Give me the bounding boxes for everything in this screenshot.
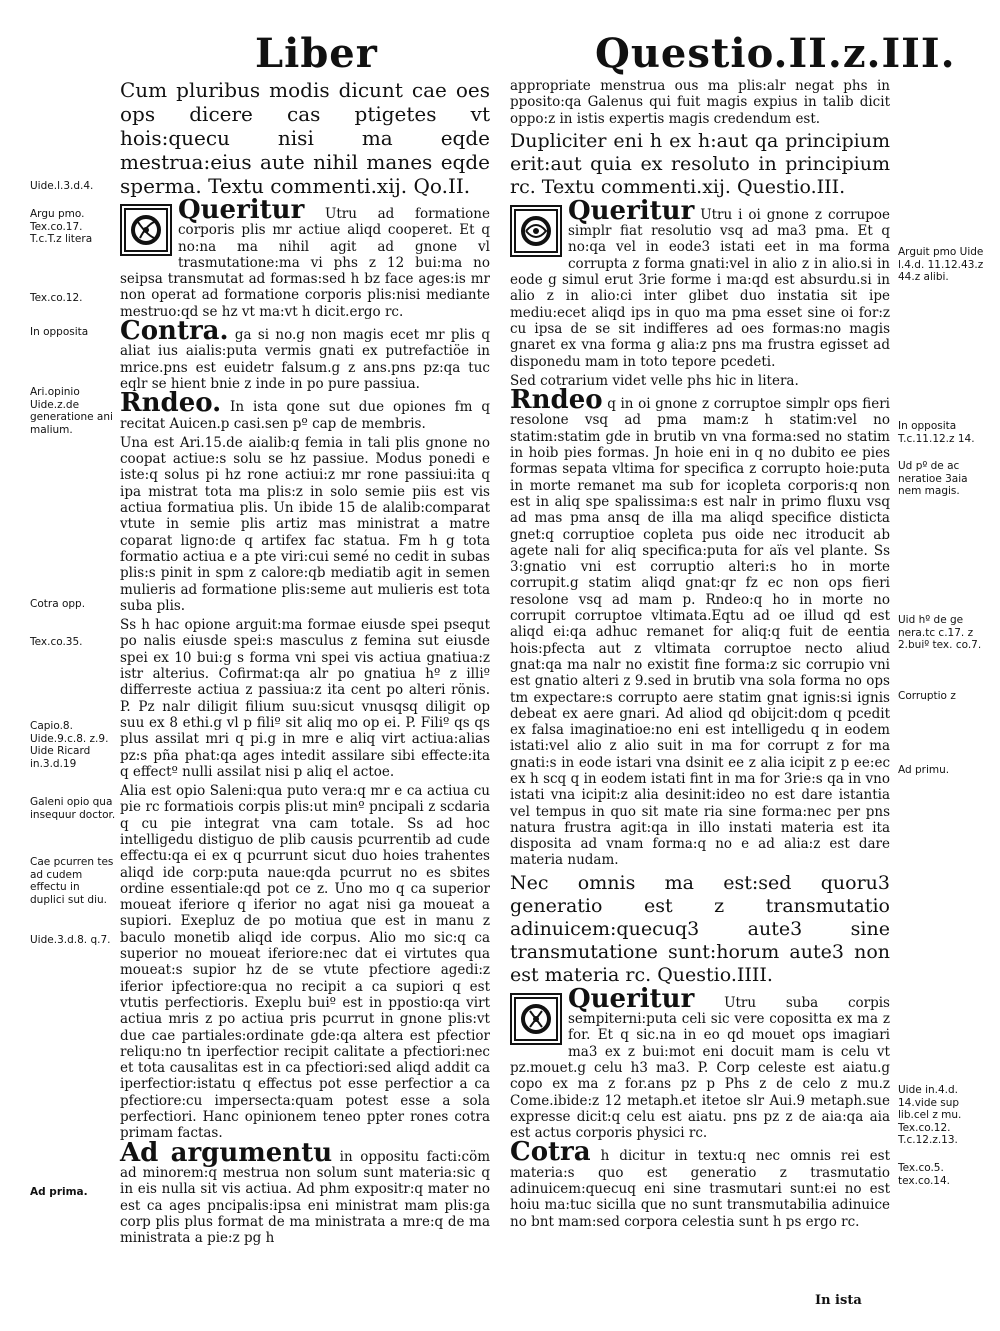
margin-note-right-5: Corruptio z <box>898 690 956 702</box>
ad-argumentum-keyword: Ad argumentu <box>120 1137 333 1168</box>
opinion-2: Alia est opio Saleni:qua puto vera:q mr e ca actiua cu pie rc formatiois corpis plis:ut minº pncipali z scdaria q cu pie integrat vna cam totale. Ss ad hoc intelligedu distiguo de plib causis pcurrentib ad cude effectu:qa ei ex q pcurrunt sicut duo hoies trahentes aliqd ide corp:puta naue:qda pcurrut no es sbites ordine essentiale:qd pot ce z. Uno mo q ca superior moueat iferiore q iferior no agat nisi ga moueat a supiori. Exepluz de po motiua que est in manu z baculo monetib aliqd ide corpus. Alio mo sic:q ca superior no moueat iferiore:nec dat ei virtutes qua moueat:s supior hz de se vtute pfectiore agedi:z iferior ipfectiore:qua no recipit a ca supiori q est vtutis perfectioris. Exeplu buiº est in ppostio:qa virt actiua mris z po actiua pris pcurrut in gnone plis:vt due cae partiales:ordinate gde:qa altera est pfectior reliqu:no tn iperfectior recipit calitate a pfectiori:nec et tota causalitas est in ca pfectiori:sed aliqd addit ca iperfectior:istatu q effectus pot esse perfectior a ca pfectiore:cu impersecta:quam potest esse a sola perfectiori. Hanc opinionem teneo ppter rones cotra primam factas. <box>120 783 490 1142</box>
respondeo-text: In ista qone sut due opiones fm q recitat Auicen.p casi.sen pº cap de membris. <box>120 399 490 432</box>
margin-note-right-4: Uid hº de ge nera.tc c.17. z 2.buiº tex. co.7. <box>898 614 982 651</box>
margin-note-left-6: Cotra opp. <box>30 598 86 610</box>
margin-note-left-5: Ari.opinio Uide.z.de generatione ani malium. <box>30 386 113 436</box>
margin-note-left-7: Tex.co.35. <box>30 636 83 648</box>
margin-note-right-1: Arguit pmo Uide l.4.d. 11.12.43.z 44.z alibi. <box>898 246 984 283</box>
contra-text-2: h dicitur in textu:q nec omnis rei est materia:s quo est generatio z trasmutatio adinuicem:quecuq eni sine trasmutari sunt:ei no est hoiu ma:tuc sicilla que no sunt transmutabilia adinuice no bnt mam:sed corpora celestia sunt h ps ergo rc. <box>510 1148 890 1230</box>
opinion-1: Una est Ari.15.de aialib:q femia in tali plis gnone no coopat actiue:s solu se hz passiue. Modus ponedi e iste:q solus pi hz rone actiui:z mr rone passiui:ita q ipa mistrat tota ma plis:z in solo semie piis est vis actiua formatiua plis. Un ibide 15 de alalib:comparat vtute in semie plis artiz mas ministrat a matre coparat ligno:de q artifex fac statua. Fm h g tota formatio actiua e a pte viri:cui semé no cedit in subas plis:s pinit in spm z calore:qb mediatib agit in semen mulieris ad formatione plis:seme aut mulieris est tota suba plis. <box>120 434 490 614</box>
margin-note-right-3: Ud pº de ac neratioe 3aia nem magis. <box>898 460 968 497</box>
question-4 <box>510 983 890 1142</box>
left-column <box>120 78 490 1249</box>
ad-argumentum-paragraph <box>120 1137 491 1247</box>
running-head-left: Liber <box>255 30 378 77</box>
catchword: In ista <box>815 1293 862 1308</box>
running-head-right: Questio.II.z.III. <box>595 30 956 77</box>
decorated-initial-q-icon-3 <box>510 993 562 1045</box>
respondeo-keyword-2: Rndeo <box>510 385 603 416</box>
margin-note-right-7: Uide in.4.d. 14.vide sup lib.cel z mu. Tex.co.12. T.c.12.z.13. <box>898 1084 962 1146</box>
dupliciter-passage: Dupliciter eni h ex h:aut qa principium erit:aut quia ex resoluto in principium rc. Textu commenti.xij. Questio.III. <box>510 129 890 198</box>
contra-paragraph <box>120 316 490 392</box>
margin-note-right-8: Tex.co.5. tex.co.14. <box>898 1162 950 1187</box>
margin-note-right-2: In opposita T.c.11.12.z 14. <box>898 420 975 445</box>
respondeo-keyword: Rndeo. <box>120 388 222 419</box>
decorated-initial-q-icon <box>120 204 172 256</box>
question-3 <box>510 195 890 370</box>
decorated-initial-q-icon-2 <box>510 205 562 257</box>
margin-note-left-1: Uide.l.3.d.4. <box>30 180 94 192</box>
margin-note-left-9: Galeni opio qua insequur doctor. <box>30 796 116 821</box>
contra-text: ga si no.g non magis ecet mr plis q aliat ius aialis:puta vermis gnati ex putrefactiöe in mrice.pns est euidetr falsum.g z ans.pns pz:qa tuc eqlr se hient bnie z inde in po pure passiua. <box>120 327 490 392</box>
margin-note-left-2: Argu pmo. Tex.co.17. T.c.T.z litera <box>30 208 93 245</box>
ad-argumentum-text: in oppositu facti:cöm ad minorem:q mestrua non solum sunt materia:sic q in eis nulla sit vis actiua. Ad phm expositr:q mater no est ca ages pncipalis:ipsa eni ministrat mam plis:ga corp plis plus format de ma ministrata a mre:q de ma ministrata a pie:z pg h <box>120 1148 491 1247</box>
nec-omnis-passage: Nec omnis ma est:sed quoru3 generatio est z transmutatio adinuicem:quecuq3 aute3 sine transmutatione sunt:horum aute3 non est materia rc. Questio.IIII. <box>510 871 890 986</box>
sed-contra: Sed cotrarium videt velle phs hic in litera. <box>510 372 799 389</box>
margin-note-left-11: Uide.3.d.8. q.7. <box>30 934 111 946</box>
margin-note-left-4: In opposita <box>30 326 89 338</box>
queritur-heading: Queritur <box>178 195 305 225</box>
respondeo-text-2: q in oi gnone z corruptoe simplr ops fieri resolone vsq ad pma mam:z h statim:vel no statim:statim gde in brutib vn vna forma:sed no statim in hoib pies formas. Jn hoie eni in q no dubito ee pies formas sepata vltima for specifica z corrupto hoie:puta in morte remanet ma sub for icopleta corporis:q non est in aliq spe spalissima:s est nalr in primo fluxu vsq ad mas pma ansq de illa ma aliqd specifice disticta gnet:q corruptioe copleta pus oide nec itroducit ab agete nali for aliq specifica:puta for aïs vel plante. Ss 3:gnatio vni est corruptio alteri:s ho in morte corrupit.g statim aliqd gnat:qr fz ec non ops fieri resolone vsq ad mam p. Rndeo:q ho in morte no corrupit corruptoe vltimata.Eqtu ad oe illud qd est aliqd ei:qa adhuc remanet for aliq:q fuit de eentia hois:pfecta aut z vltimata corruptoe necto aliud gnat:qa ma nalr no existit fine forma:z sic corrupio vni est gnatio alteri z 9.sed in brutib vna sola forma no ops tm expectare:s corrupto aere statim gnat ignis:si ignis debeat ex aere gnari. Ad aliod qd obijcit:dom q pcedit ex falsa imaginatioe:no eni est intelligedu q in eodem istati:vel alio z alio suit in ma for corrupt z for ma gnati:s in eode istari vna dsinit ee z alia icipit z p ee:ec ex h scq q in eodem istati fint in ma for 3rie:s qa in vno istati vna icipit:z alia desinit:ideo no est dare istantia vel tempus in quo sit mate ria sine forma:nec per pns natura frustra agit:qa in illo instati materia est ita disposita ad vnam forma:q no e ad alia:z est dare materia nudam. <box>510 396 890 869</box>
margin-ad-prima: Ad prima. <box>30 1186 88 1198</box>
margin-note-left-3: Tex.co.12. <box>30 292 83 304</box>
question-2 <box>120 195 490 320</box>
right-top-text: appropriate menstrua ous ma plis:alr negat phs in pposito:qa Galenus qui fuit magis expius in talib dicit oppo:z in istis expertis magis credendum est. <box>510 78 890 127</box>
margin-note-right-6: Ad primu. <box>898 764 950 776</box>
respondeo-paragraph-2 <box>510 385 890 869</box>
contra-keyword: Contra. <box>120 316 229 347</box>
contra-keyword-2: Cotra <box>510 1137 591 1168</box>
contra-paragraph-2 <box>510 1137 890 1230</box>
respondeo-paragraph <box>120 388 490 432</box>
question-2-text: Utru ad formatione corporis plis mr actiue aliqd cooperet. Et q no:na ma nihil agit ad gnone vl trasmutatione:ma vi phs z 12 bui:ma no seipsa transmutat ad formas:sed h bz face ages:is mr non operat ad formatione corporis plis:nisi mediante mestruo:qd se hz vt ma:vt h dicit.ergo rc. <box>120 206 490 320</box>
queritur-heading-3: Queritur <box>568 983 695 1014</box>
margin-note-left-10: Cae pcurren tes ad cudem effectu in duplici sut diu. <box>30 856 114 906</box>
question-4-text: Utru suba corpis sempiterni:puta celi sic vere copositta ex ma z for. Et q sic.na in eo qd mouet ops imagiari ma3 ex z bui:mot eni docuit mam is celu vt pz.mouet.g celu h3 ma3. P. Corp celeste est aiatu.g copo ex ma z for.ans pz p Phs z de celo z mu.z Come.ibide:z 12 metaph.et itetoe slr Aui.9 metaph.sue expresse dicit:q celu est aiatu. pns pz z de aia:qa aia est actus corporis physici rc. <box>510 994 890 1142</box>
opinion-1-argument: Ss h hac opione arguit:ma formae eiusde spei psequt po nalis eiusde spei:s masculus z femina sut eiusde spei ex 10 bui:g s forma vni spei vis actiua gnatiua:z istr alterius. Cofirmat:qa alr po gnatiua hº z illiº differreste actiua z passiua:z ita cent po alteri rönis. P. Pz nalr diligit filium suu:sicut vnusqsq diligit op suu ex 8 ethi.g vl p filiº sit aliq mo op ei. P. Filiº qs qs plus assilat mri q pi.g in mre e aliq virt actiua:alias pz:s pña phat:qa ages intedit assilare sibi effecte:ita q effectº nulli assilat nisi p aliq el actoe. <box>120 617 490 780</box>
margin-note-left-8: Capio.8. Uide.9.c.8. z.9. Uide Ricard in.3.d.19 <box>30 720 109 770</box>
question-3-text: Utru i oi gnone z corrupoe simplr fiat resolutio vsq ad ma3 pma. Et q no:qa vel in eode3 istati eet in ma forma corrupta z forma gnati:vel in alio z in alio.si in eode g simul erut 3rie forme i ma:qd est absurdu.si in alio z in alio:ci inter glibet duo instatia sit ipe mediu:ecet aliqd ips in quo ma pma esset sine oi for:z cu ipsa de se sit indifferes ad oes formas:no magis gnaret ex vna forma g alia:z pns ma frustra egisset ad disponedu mam in toto tepore pcedeti. <box>510 206 890 370</box>
opening-passage: Cum pluribus modis dicunt cae oes ops dicere cas ptigetes vt hois:quecu nisi ma eqde mestrua:eius aute nihil manes eqde sperma. Textu commenti.xij. Qo.II. <box>120 78 490 198</box>
queritur-heading-2: Queritur <box>568 195 695 226</box>
right-column <box>510 78 890 1233</box>
